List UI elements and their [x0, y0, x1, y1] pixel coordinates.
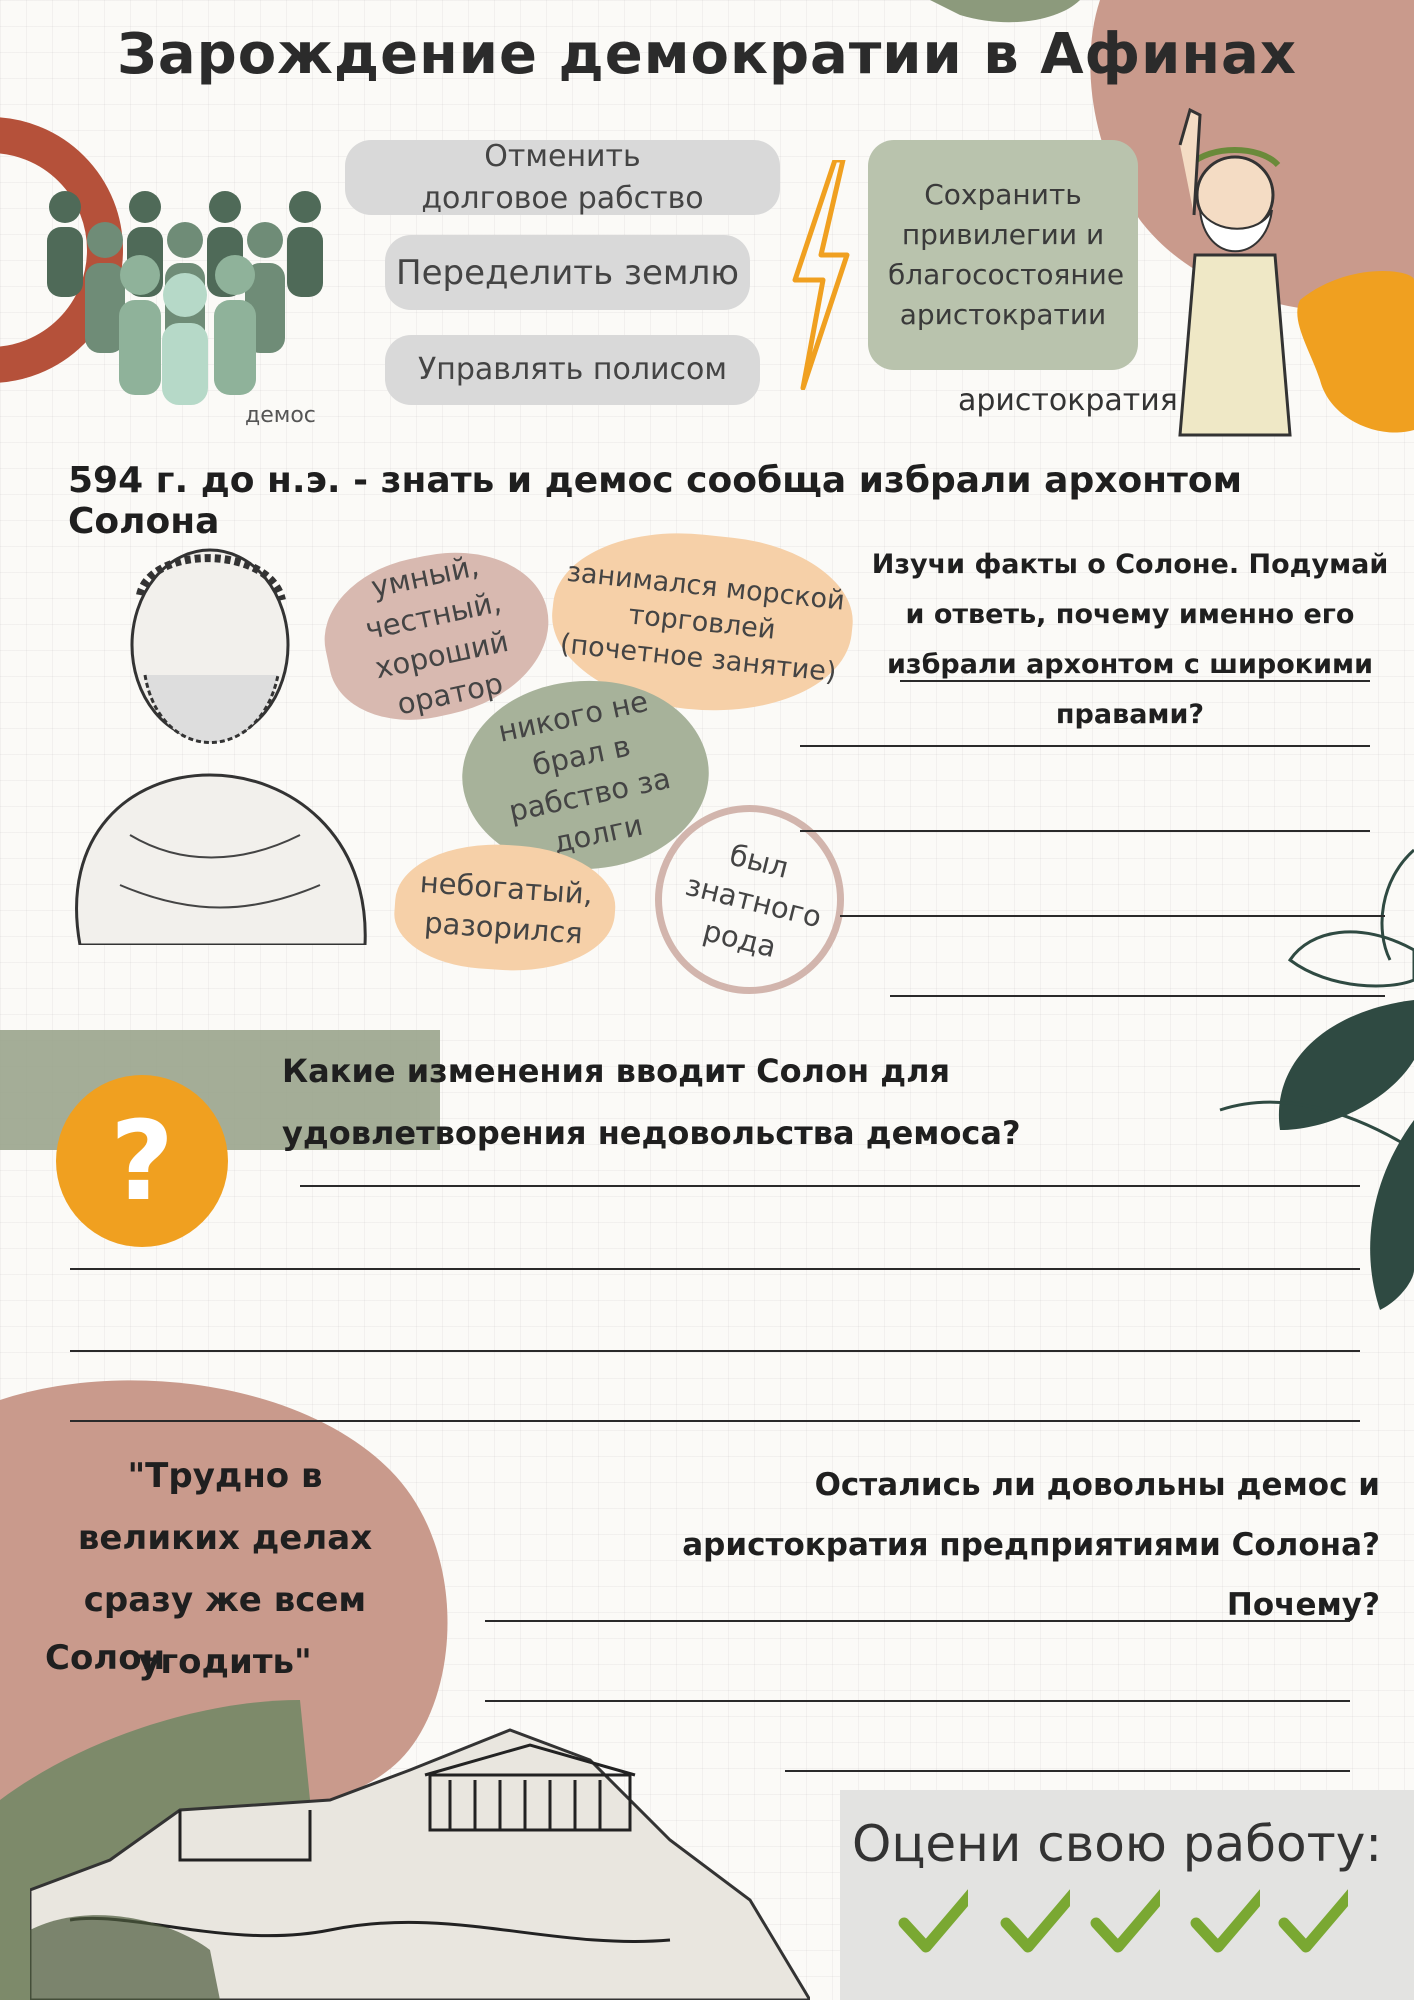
acropolis-illustration	[30, 1690, 810, 2000]
demand-text-2: Переделить землю	[396, 252, 739, 293]
rating-check-icon[interactable]	[898, 1885, 968, 1955]
demos-label: демос	[245, 403, 316, 428]
aristocracy-bubble	[868, 140, 1138, 370]
fact-poor-text: небогатый, разорился	[418, 864, 595, 950]
task3-text: Остались ли довольны демос и аристократия предприятиями Солона? Почему?	[682, 1467, 1380, 1623]
task2-text: Какие изменения вводит Солон для удовлетворения недовольства демоса?	[282, 1052, 1021, 1152]
demand-bubble-2	[385, 235, 750, 310]
solon-bust-portrait	[20, 505, 380, 945]
demand-bubble-1	[345, 140, 780, 215]
rating-check-icon[interactable]	[1000, 1885, 1070, 1955]
question-mark-icon	[56, 1075, 228, 1247]
question-mark-glyph: ?	[110, 1097, 174, 1225]
fact-trade-text: занимался морской торговлей (почетное занятие)	[558, 556, 847, 688]
answer-line	[840, 915, 1385, 917]
lightning-icon	[785, 160, 855, 390]
event-heading: 594 г. до н.э. - знать и демос сообща избрали архонтом Солона	[68, 460, 1243, 542]
solon-quote: "Трудно в великих делах сразу же всем угодить"	[77, 1456, 373, 1682]
quote-author: Солон	[45, 1638, 166, 1678]
answer-line	[800, 830, 1370, 832]
answer-line	[800, 745, 1370, 747]
answer-line	[485, 1620, 1350, 1622]
aristocrat-figure-icon	[1160, 105, 1320, 445]
answer-line	[900, 680, 1370, 682]
demand-bubble-3	[385, 335, 760, 405]
rating-check-icon[interactable]	[1278, 1885, 1348, 1955]
answer-line	[785, 1770, 1350, 1772]
answer-line	[70, 1420, 1360, 1422]
task1-text: Изучи факты о Солоне. Подумай и ответь, почему именно его избрали архонтом с широкими правами?	[871, 549, 1389, 730]
aristocracy-demand: Сохранить привилегии и благосостояние аристократии	[888, 178, 1125, 331]
answer-line	[70, 1268, 1360, 1270]
aristocracy-label: аристократия	[958, 383, 1178, 418]
answer-line	[890, 995, 1385, 997]
demand-text-1: Отменить долговое рабство	[421, 138, 704, 216]
demos-crowd-icon	[35, 185, 335, 405]
answer-line	[70, 1350, 1360, 1352]
page-title: Зарождение демократии в Афинах	[117, 22, 1297, 87]
fact-smart-text: умный, честный, хороший оратор	[362, 548, 512, 722]
rating-label: Оцени свою работу:	[852, 1815, 1383, 1873]
answer-line	[300, 1185, 1360, 1187]
rating-check-icon[interactable]	[1190, 1885, 1260, 1955]
rating-check-icon[interactable]	[1090, 1885, 1160, 1955]
fact-noble-text: был знатного рода	[682, 837, 826, 964]
fact-no-slavery-text: никого не брал в рабство за долги	[495, 683, 674, 860]
demand-text-3: Управлять полисом	[417, 352, 728, 387]
